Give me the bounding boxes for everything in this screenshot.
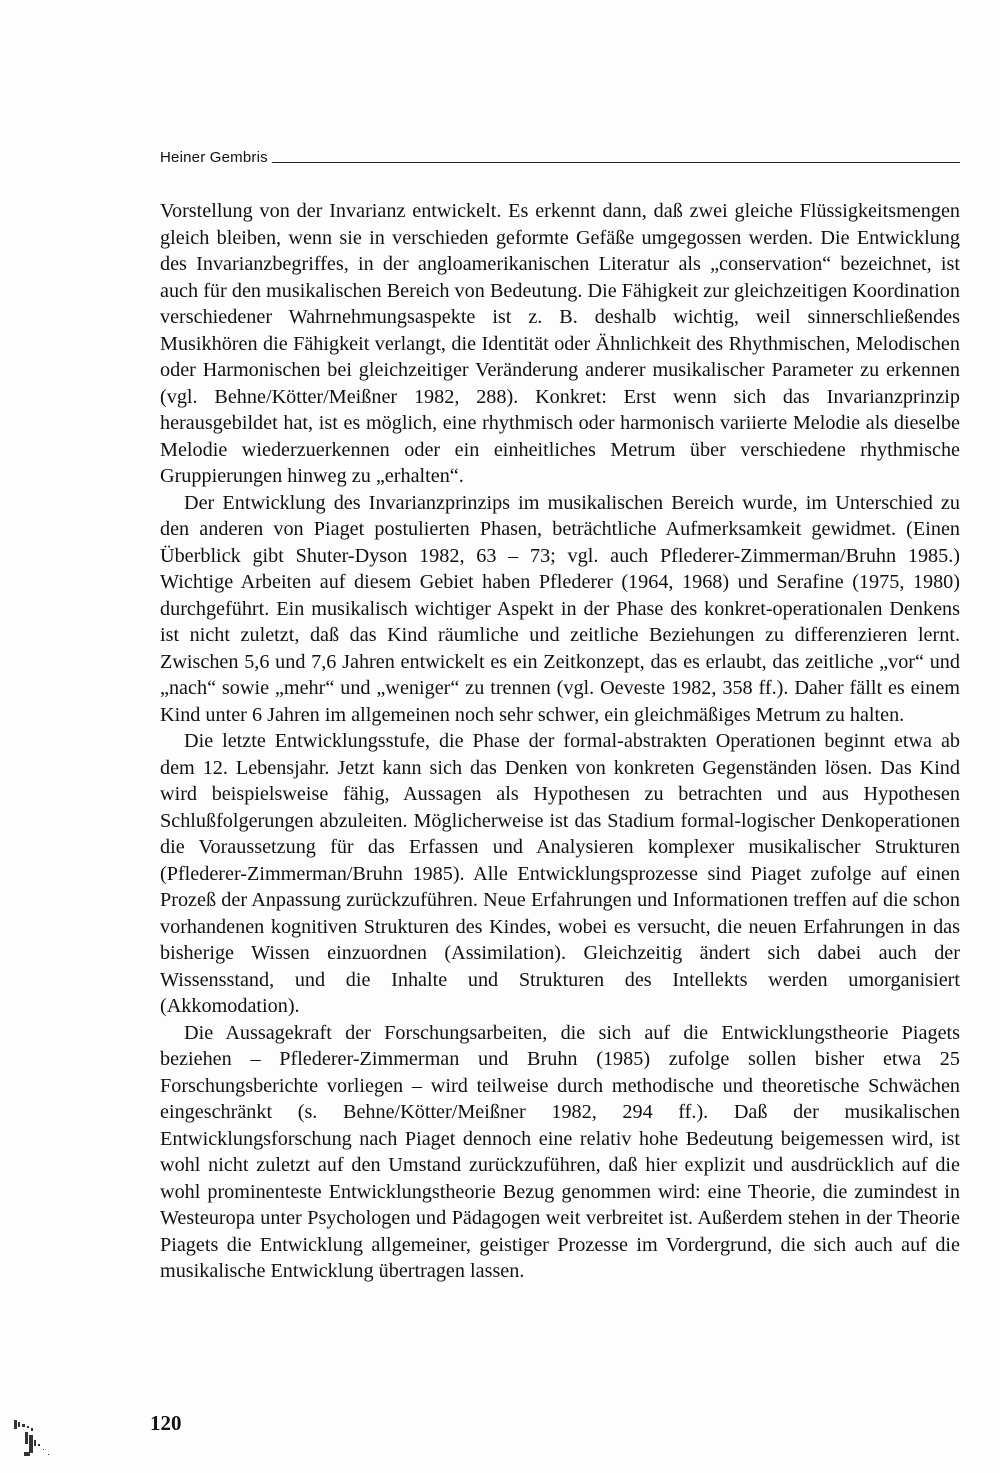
running-head-rule [272,162,960,163]
paragraph-4: Die Aussagekraft der Forschungsarbeiten, die sich auf die Entwicklungstheorie Piagets beziehen – Pflederer-Zimmerman und Bruhn (1985) zufolge sollen bisher etwa 25 Forschungsberichte vorliegen – wird teilweise durch methodische und theoretische Schwächen eingeschränkt (s. Behne/Kötter/Meißner 1982, 294 ff.). Daß der musikalischen Entwicklungsforschung nach Piaget dennoch eine relativ hohe Bedeutung beigemessen wird, ist wohl nicht zuletzt auf den Umstand zurückzuführen, daß hier explizit und ausdrücklich auf die wohl prominenteste Entwicklungstheorie Bezug genommen wird: eine Theorie, die zumindest in Westeuropa unter Psychologen und Pädagogen weit verbreitet ist. Außerdem stehen in der Theorie Piagets die Entwicklung allgemeiner, geistiger Prozesse im Vordergrund, die sich auch auf die musikalische Entwicklung übertragen lassen. [160,1021,960,1282]
scan-smudge-mark [8,1416,58,1464]
paragraph-1: Vorstellung von der Invarianz entwickelt. Es erkennt dann, daß zwei gleiche Flüssigkeitsmengen gleich bleiben, wenn sie in verschieden geformte Gefäße umgegossen werden. Die Entwicklung des Invarianzbegriffes, in der angloamerikanischen Literatur als „conservation“ bezeichnet, ist auch für den musikalischen Bereich von Bedeutung. Die Fähigkeit zur gleichzeitigen Koordination verschiedener Wahrnehmungsaspekte ist z. B. deshalb wichtig, weil sinnerschließendes Musikhören die Fähigkeit verlangt, die Identität oder Ähnlichkeit des Rhythmischen, Melodischen oder Harmonischen bei gleichzeitiger Veränderung anderer musikalischer Parameter zu erkennen (vgl. Behne/Kötter/Meißner 1982, 288). Konkret: Erst wenn sich das Invarianzprinzip herausgebildet hat, ist es möglich, eine rhythmisch oder harmonisch variierte Melodie als dieselbe Melodie wiederzuerkennen oder ein einheitliches Metrum über verschiedene rhythmische Gruppierungen hinweg zu „erhalten“. [160,200,960,487]
running-head [160,141,960,165]
paragraph-3: Die letzte Entwicklungsstufe, die Phase der formal-abstrakten Operationen beginnt etwa ab dem 12. Lebensjahr. Jetzt kann sich das Denken von konkreten Gegenständen lösen. Das Kind wird beispielsweise fähig, Aussagen als Hypothesen zu betrachten und aus Hypothesen Schlußfolgerungen abzuleiten. Möglicherweise ist das Stadium formal-logischer Denkoperationen die Voraussetzung für das Erfassen und Analysieren komplexer musikalischer Strukturen (Pflederer-Zimmerman/Bruhn 1985). Alle Entwicklungsprozesse sind Piaget zufolge auf einen Prozeß der Anpassung zurückzuführen. Neue Erfahrungen und Informationen treffen auf die schon vorhandenen kognitiven Strukturen des Kindes, wobei es versucht, die neuen Erfahrungen in das bisherige Wissen einzuordnen (Assimilation). Gleichzeitig ändert sich dabei auch der Wissensstand, und die Inhalte und Strukturen des Intellekts werden umorganisiert (Akkomodation). [160,730,960,1017]
page-number: 120 [150,1411,182,1435]
running-head-author: Heiner Gembris [160,149,268,166]
body-text [160,198,960,1285]
paragraph-2: Der Entwicklung des Invarianzprinzips im musikalischen Bereich wurde, im Unterschied zu den anderen von Piaget postulierten Phasen, beträchtliche Aufmerksamkeit gewidmet. (Einen Überblick gibt Shuter-Dyson 1982, 63 – 73; vgl. auch Pflederer-Zimmerman/Bruhn 1985.) Wichtige Arbeiten auf diesem Gebiet haben Pflederer (1964, 1968) und Serafine (1975, 1980) durchgeführt. Ein musikalisch wichtiger Aspekt in der Phase des konkret-operationalen Denkens ist nicht zuletzt, daß das Kind räumliche und zeitliche Beziehungen zu differenzieren lernt. Zwischen 5,6 und 7,6 Jahren entwickelt es ein Zeitkonzept, das es erlaubt, das zeitliche „vor“ und „nach“ sowie „mehr“ und „weniger“ zu trennen (vgl. Oeveste 1982, 358 ff.). Daher fällt es einem Kind unter 6 Jahren im allgemeinen noch sehr schwer, ein gleichmäßiges Metrum zu halten. [160,491,960,726]
